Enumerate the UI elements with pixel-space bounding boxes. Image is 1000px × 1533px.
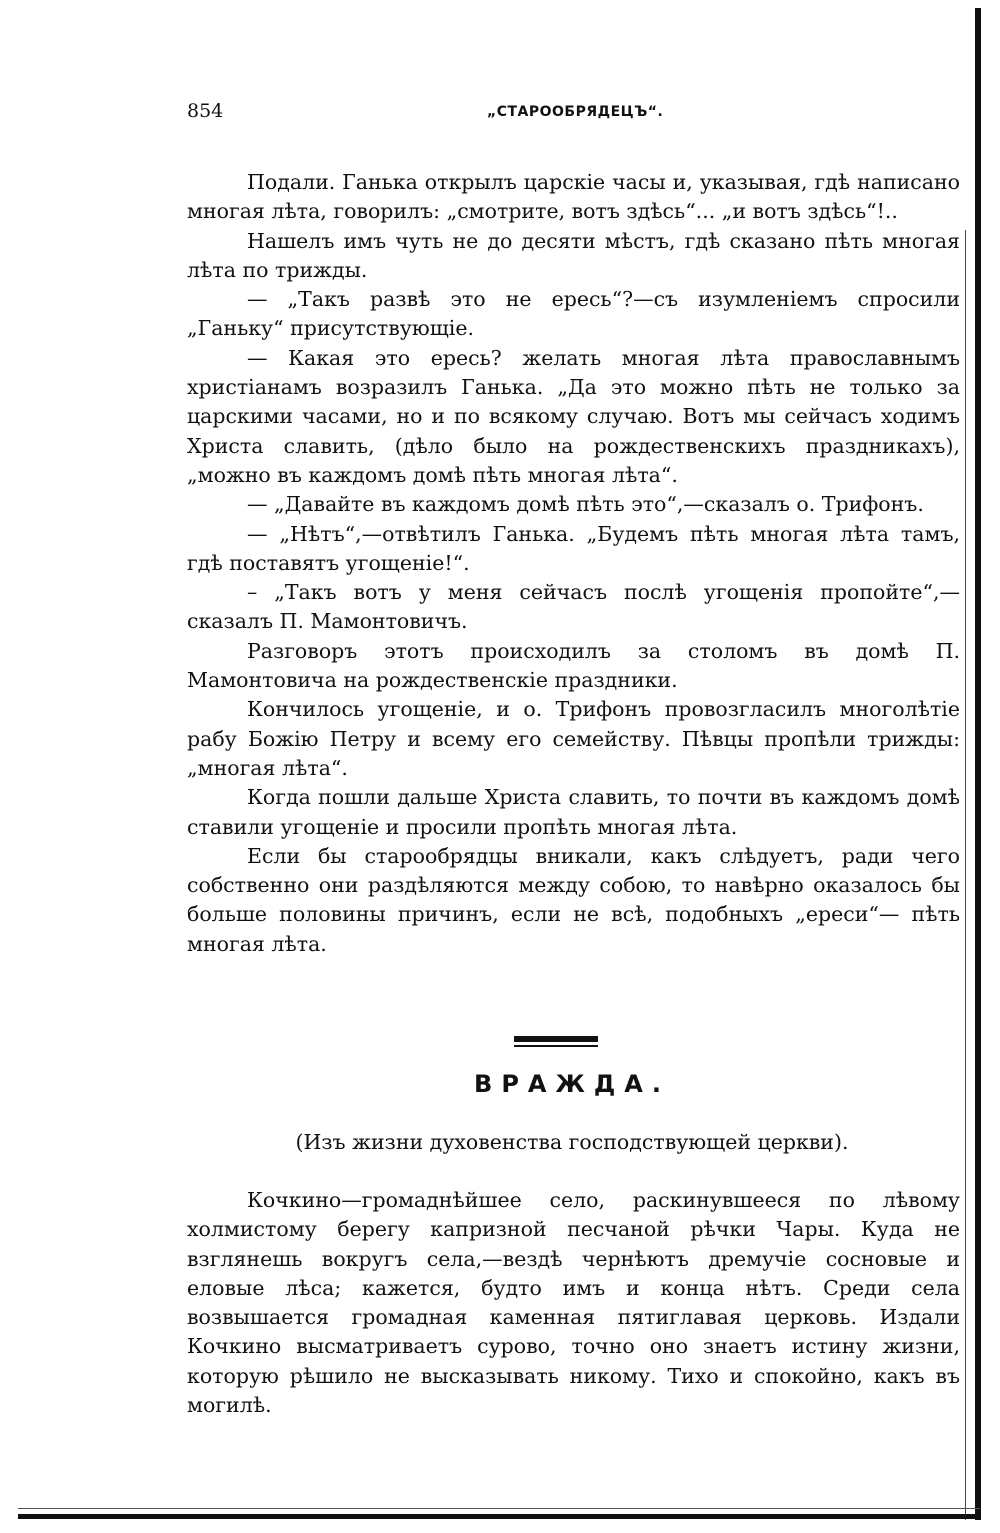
paragraph: Кочкино—громаднѣйшее село, раскинувшееся по лѣвому холмистому берегу капризной песчаной рѣчки Чары. Куда не взглянешь вокругъ села,—вездѣ чернѣютъ дремучіе сосновые и еловые лѣса; кажется, будто имъ и конца нѣтъ. Среди села возвышается громадная каменная пятиглавая церковь. Издали Кочкино высматриваетъ сурово, точно оно знаетъ истину жизни, которую рѣшило не высказывать никому. Тихо и спокойно, какъ въ могилѣ. [187,1188,960,1418]
page-edge-right-inner [965,230,966,1520]
paragraph: Если бы старообрядцы вникали, какъ слѣдуетъ, ради чего собственно они раздѣляются между собою, то навѣрно оказалось бы больше половины причинъ, если не всѣ, подобныхъ „ереси“— пѣть многая лѣта. [187,843,960,956]
paragraph: — „Нѣтъ“,—отвѣтилъ Ганька. „Будемъ пѣть многая лѣта тамъ, гдѣ поставятъ угощеніе!“. [187,521,960,575]
paragraph: Подали. Ганька открылъ царскіе часы и, указывая, гдѣ написано многая лѣта, говорилъ: „смотрите, вотъ здѣсь“... „и вотъ здѣсь“!.. [187,170,960,224]
paragraph: — „Такъ развѣ это не ересь“?—съ изумленіемъ спросили „Ганьку“ присутствующіе. [187,287,960,341]
paragraph: — Какая это ересь? желать многая лѣта православнымъ христіанамъ возразилъ Ганька. „Да это можно пѣть не только за царскими часами, но и по всякому случаю. Вотъ мы сейчасъ ходимъ Христа славить, (дѣло было на рождественскихъ праздникахъ), „можно въ каждомъ домѣ пѣть многая лѣта“. [187,345,960,487]
paragraph: — „Давайте въ каждомъ домѣ пѣть это“,—сказалъ о. Трифонъ. [247,492,924,517]
page-edge-bottom [18,1514,980,1519]
text-block-story [187,1186,960,1420]
section-subtitle: (Изъ жизни духовенства господствующей церкви). [295,1130,849,1154]
text-block-dialogue [187,168,960,959]
paragraph: Нашелъ имъ чуть не до десяти мѣстъ, гдѣ сказано пѣть многая лѣта по трижды. [187,228,960,282]
page-header [187,100,957,130]
page-number: 854 [187,100,224,122]
section-divider [514,1036,598,1048]
page-edge-right [975,8,981,1520]
paragraph: Когда пошли дальше Христа славить, то почти въ каждомъ домѣ ставили угощеніе и просили пропѣть многая лѣта. [187,785,960,839]
section-title: ВРАЖДА. [474,1070,670,1098]
running-title: „СТАРООБРЯДЕЦЪ“. [487,104,664,120]
divider-thin-rule [514,1045,598,1047]
paragraph: Разговоръ этотъ происходилъ за столомъ въ домѣ П. Мамонтовича на рождественскіе праздники. [187,638,960,693]
page-edge-bottom-inner [18,1508,980,1509]
paragraph: – „Такъ вотъ у меня сейчасъ послѣ угощенія пропойте“,—сказалъ П. Мамонтовичъ. [187,580,960,634]
divider-thick-rule [514,1036,598,1042]
paragraph: Кончилось угощеніе, и о. Трифонъ провозгласилъ многолѣтіе рабу Божію Петру и всему его семейству. Пѣвцы пропѣли трижды: „многая лѣта“. [187,697,960,780]
